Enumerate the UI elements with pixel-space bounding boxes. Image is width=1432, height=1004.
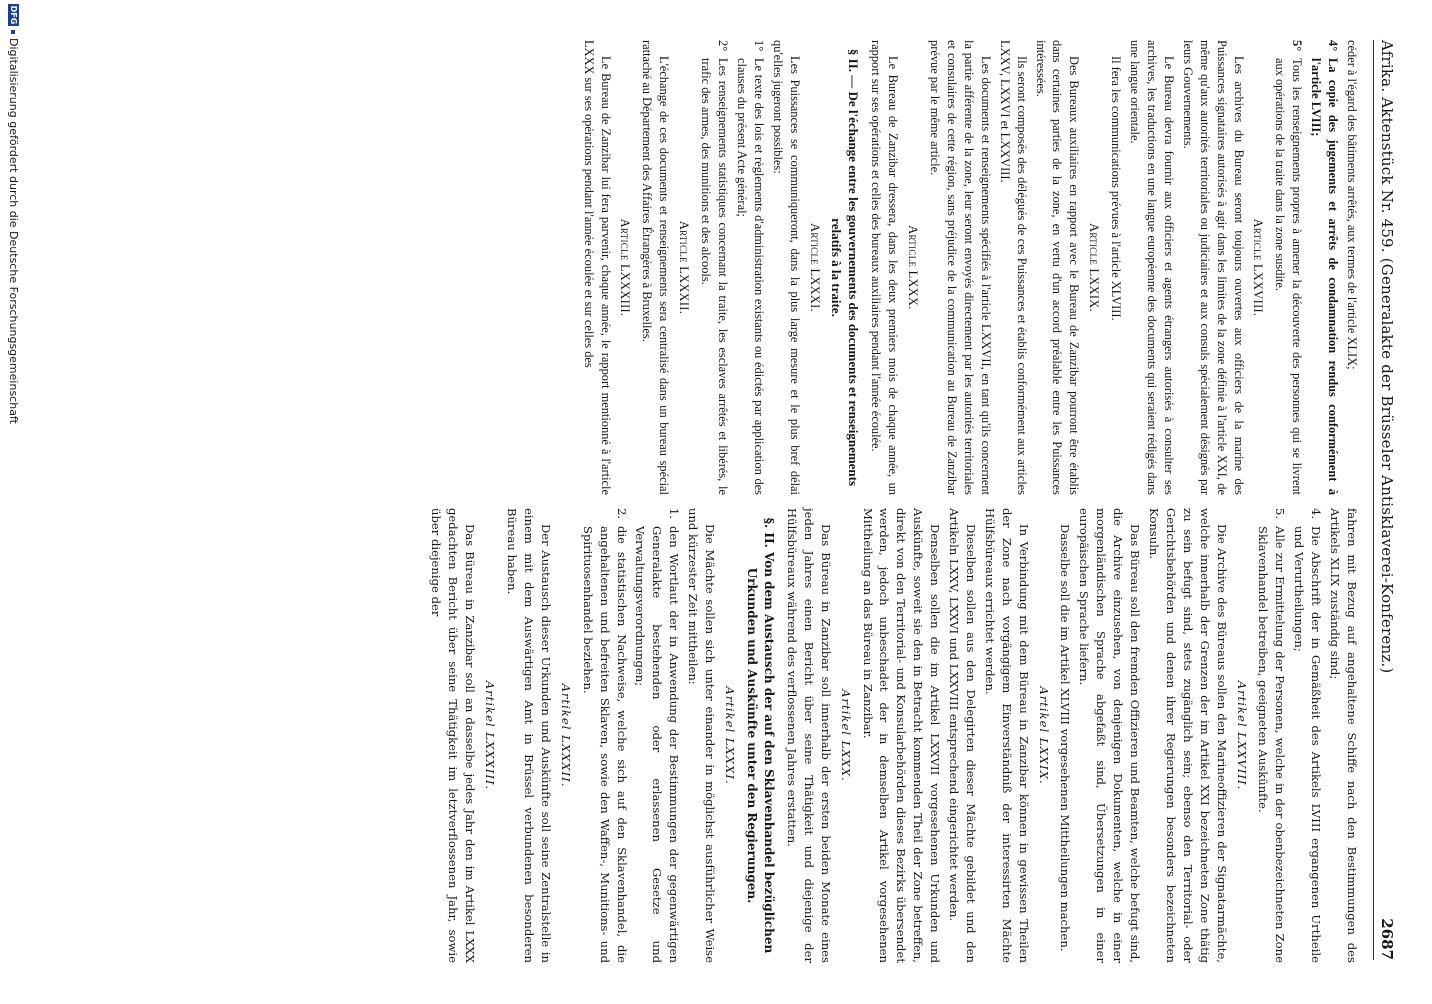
paragraph: Die Mächte sollen sich unter einander in möglichst ausführlicher Weise und kürzester Zeit mittheilen: (686, 508, 718, 963)
list-item (632, 508, 683, 963)
paragraph: céder à l'égard des bâtiments arrêtés, aux termes de l'article XLIX; (1345, 40, 1359, 370)
paragraph: Der Austausch dieser Urkunden und Auskünfte soll seine Zentralstelle in einem mit dem Auswärtigen Amt in Brüssel verbundenen besonderen Büreau haben. (505, 508, 553, 963)
list-number: 5° (1290, 40, 1305, 52)
list-text: Die Abschrift der in Gemäßheit des Artikels LVIII ergangenen Urtheile und Verurtheilungen; (1292, 526, 1324, 963)
paragraph: Les archives du Bureau seront toujours ouvertes aux officiers de la marine des Puissances signataires autorisés à agir dans les limites de la zone définie à l'article XXI, de même qu'aux autorités territoriales ou judiciaires et aux consuls spécialement désignés par leurs Gouvernements. (1180, 40, 1246, 495)
article-heading: Artikel LXXXII. (558, 683, 573, 788)
paragraph: Dieselben sollen aus den Delegirten dieser Mächte gebildet und den Artikeln LXXV, LXXVI und LXXVIII entsprechend eingerichtet werden. (947, 508, 978, 963)
bullet-icon (12, 30, 16, 34)
page-number: 2687 (1378, 918, 1396, 960)
list-item (579, 508, 630, 963)
digitization-footer (7, 0, 20, 1004)
list-number: 1° (751, 40, 766, 52)
list-number: 5. (1273, 508, 1288, 520)
list-item (1271, 40, 1305, 495)
article-heading: Artikel LXXXIII. (483, 680, 498, 791)
paragraph: Le Bureau devra fournir aux officiers et agents étrangers autorisés à consulter ses archives, les traductions en une langue européenne des documents qui seraient rédigés dans une langue orientale. (1128, 40, 1176, 495)
french-column (578, 40, 1360, 495)
paragraph: Il fera les communications prévues à l'article XLVIII. (1109, 56, 1124, 321)
article-heading: Artikel LXXX. (838, 689, 853, 782)
dfg-logo-icon: DFG (9, 5, 18, 25)
paragraph: Das Büreau in Zanzibar soll an dasselbe jedes Jahr den im Artikel LXXX gedachten Bericht über seine Thätigkeit im letztverflossenen Jahr, sowie über diejenige der (429, 508, 478, 963)
article-heading: Article LXXIX. (1087, 223, 1102, 312)
list-item (1255, 508, 1289, 963)
list-text: Le texte des lois et règlements d'administration existants ou édictés par application des clauses du présent Acte général; (734, 58, 766, 495)
paragraph: Das Büreau soll den fremden Offizieren und Beamten, welche befugt sind, die Archive einzusehen, von denjenigen Dokumenten, welche in einer morgenländischen Sprache abgefaßt sind, Übersetzungen in einer europäischen Sprache liefern. (1077, 508, 1143, 963)
paragraph: Das Büreau in Zanzibar soll innerhalb der ersten beiden Monate eines jeden Jahres einen Bericht über seine Thätigkeit und diejenige der Hülfsbüreaux während des verflossenen Jahres erstatten. (784, 508, 833, 963)
article-heading: Artikel LXXVIII. (1234, 680, 1249, 791)
header-title: Afrika. Aktenstück Nr. 459. (Generalakte der Brüsseler Antisklaverei-Konferenz.) (1378, 40, 1396, 674)
list-number: 2. (614, 508, 629, 520)
article-heading: Article LXXXI. (807, 223, 822, 312)
article-heading: Article LXXX. (906, 225, 921, 310)
list-text: den Wortlaut der in Anwendung der Bestimmungen der gegenwärtigen Generalakte bestehenden oder erlassenen Gesetze und Verwaltungsverordnungen; (633, 526, 682, 963)
paragraph: L'échange de ces documents et renseignements sera centralisé dans un bureau spécial rattaché au Département des Affaires Étrangères à Bruxelles. (640, 40, 672, 495)
list-item (1307, 40, 1341, 495)
section-heading: § II. — De l'échange entre les gouvernements des documents et renseignements relatifs à la traite. (828, 48, 861, 487)
list-number: 1. (667, 508, 682, 520)
footer-text: Digitalisierung gefördert durch die Deutsche Forschungsgemeinschaft (7, 38, 20, 424)
list-text: Tous les renseignements propres à amener la découverte des personnes qui se livrent aux opérations de la traite dans la zone susdite. (1273, 58, 1305, 495)
paragraph: Ils seront composés des délégués de ces Puissances et établis conformément aux articles LXXV, LXXVI et LXXVIII. (997, 40, 1029, 495)
paragraph: Die Archive des Büreaus sollen den Marineoffizieren der Signatarmächte, welche innerhalb der Grenzen der im Artikel XXI bezeichneten Zone thätig zu sein befugt sind, stets zugänglich sein; ebenso den Territorial- oder Gerichtsbehörden und denen ihrer Regierungen besonders bezeichneten Konsuln. (1147, 508, 1229, 963)
paragraph: Des Bureaux auxiliaires en rapport avec le Bureau de Zanzibar pourront être établis dans certaines parties de la zone, en vertu d'un accord préalable entre les Puissances intéressées. (1033, 40, 1082, 495)
list-item (697, 40, 731, 495)
list-number: 4. (1309, 508, 1324, 520)
section-heading: §. II. Von dem Austausch der auf den Sklavenhandel bezüglichen Urkunden und Auskünfte unter den Regierungen. (745, 517, 776, 954)
paragraph: Dasselbe soll die im Artikel XLVIII vorgesehenen Mittheilungen machen. (1058, 524, 1073, 952)
article-heading: Article LXXVIII. (1251, 218, 1266, 317)
paragraph: Le Bureau de Zanzibar lui fera parvenir, chaque année, le rapport mentionné à l'article LXXX sur ses opérations pendant l'année écoulée et sur celles des (581, 40, 613, 495)
running-header (1373, 40, 1396, 960)
list-text: die statistischen Nachweise, welche sich auf den Sklavenhandel, die angehaltenen und befreiten Sklaven, sowie den Waffen-, Munitions- und Spirituosenhandel beziehen. (580, 526, 629, 963)
article-heading: Artikel LXXIX. (1036, 686, 1051, 785)
paragraph: fahren mit Bezug auf angehaltene Schiffe nach den Bestimmungen des Artikels XLIX zuständig sind; (1328, 508, 1359, 963)
list-item (733, 40, 767, 495)
list-number: 4° (1326, 40, 1341, 52)
article-heading: Article LXXXIII. (618, 218, 633, 317)
list-text: La copie des jugements et arrêts de condamnation rendus conformément à l'article LVIII; (1309, 58, 1341, 495)
paragraph: Les documents et renseignements spécifiés à l'article LXXVII, en tant qu'ils concernent la partie afférente de la zone, leur seront envoyés directement par les autorités territoriales et consulaires de cette région, sans préjudice de la communication au Bureau de Zanzibar prévue par le même article. (928, 40, 993, 495)
paragraph: Denselben sollen die im Artikel LXXVII vorgesehenen Urkunden und Auskünfte, soweit sie den in Betracht kommenden Theil der Zone betreffen, direkt von den Territorial- und Konsularbehörden dieses Bezirks übersendet werden, jedoch unbeschadet der in demselben Artikel vorgesehenen Mittheilung an das Büreau in Zanzibar. (860, 508, 943, 963)
german-column (426, 508, 1360, 963)
list-text: Alle zur Ermittelung der Personen, welche in der obenbezeichneten Zone Sklavenhandel betreiben, geeigneten Auskünfte. (1256, 526, 1288, 963)
paragraph: Les Puissances se communiqueront, dans la plus large mesure et le plus bref délai qu'elles jugeront possibles: (770, 40, 802, 495)
article-heading: Artikel LXXXI. (723, 686, 737, 785)
list-number: 2° (716, 40, 730, 52)
paragraph: Le Bureau de Zanzibar dressera, dans les deux premiers mois de chaque année, un rapport sur ses opérations et celles des bureaux auxiliaires pendant l'année écoulée. (869, 40, 901, 495)
article-heading: Article LXXXII. (677, 220, 692, 315)
paragraph: In Verbindung mit dem Büreau in Zanzibar können in gewissen Theilen der Zone nach vorgängigem Einverständniß der interessirten Mächte Hülfsbüreaux errichtet werden. (982, 508, 1031, 963)
list-item (1290, 508, 1324, 963)
list-text: Les renseignements statistiques concernant la traite, les esclaves arrêtés et libérés, le trafic des armes, des munitions et des alcools. (699, 58, 730, 495)
